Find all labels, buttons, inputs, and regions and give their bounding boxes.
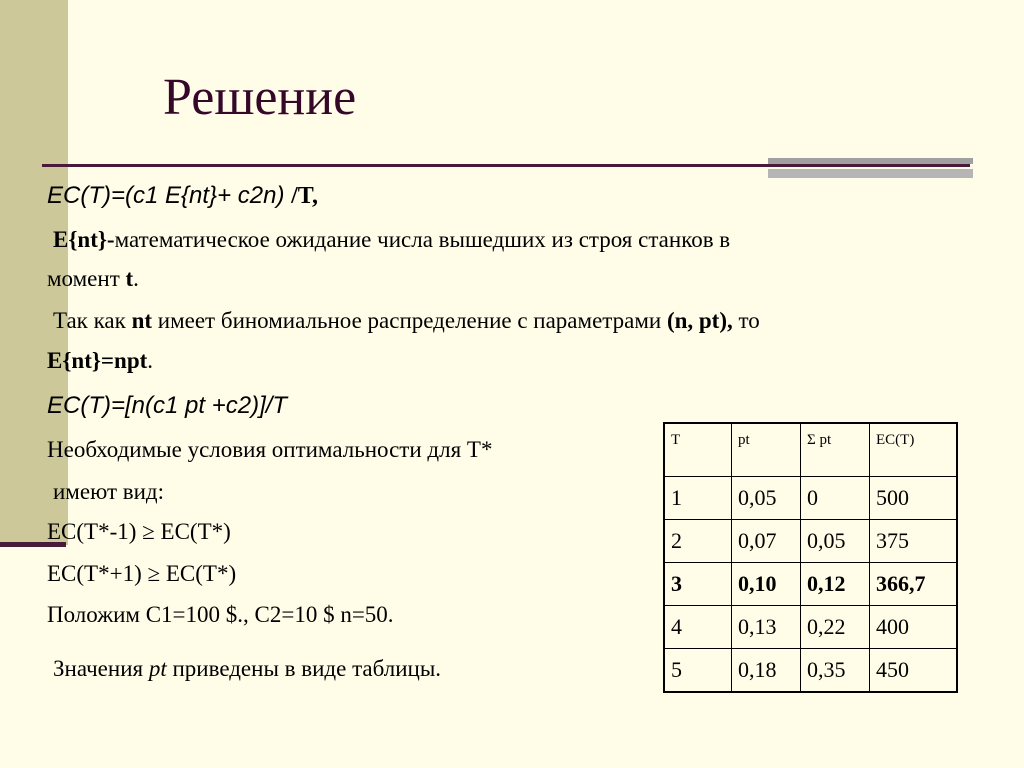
binomial-line-1 — [53, 308, 760, 334]
expectation-text-1: математическое ожидание числа вышедших из строя станков в — [114, 227, 731, 252]
table-cell: 5 — [664, 649, 732, 693]
table-cell: 375 — [870, 520, 958, 563]
optimality-line-2: имеют вид: — [53, 479, 165, 504]
table-note-text-2: приведены в виде таблицы. — [166, 656, 442, 681]
binomial-result: E{nt}=npt — [47, 348, 148, 373]
table-row — [664, 520, 957, 563]
expectation-definition-line-2 — [47, 266, 139, 292]
cost-formula-1-tail: /T, — [291, 183, 319, 209]
pt-table — [663, 422, 958, 693]
binomial-text-2: имеет биномиальное распределение с параметрами — [152, 308, 667, 333]
cost-formula-2: EC(T)=[n(c1 pt +c2)]/T — [47, 392, 288, 419]
table-cell: 500 — [870, 477, 958, 520]
table-note-text-1: Значения — [53, 656, 149, 681]
table-header-cell: Σ pt — [801, 423, 870, 477]
table-cell: 0,07 — [732, 520, 801, 563]
table-note-pt: pt — [148, 656, 167, 681]
cost-formula-1 — [47, 182, 318, 210]
table-header-cell: pt — [732, 423, 801, 477]
binomial-line-2 — [47, 348, 153, 374]
table-cell: 0,22 — [801, 606, 870, 649]
cost-formula-1-main: EC(T)=(c1 E{nt}+ c2n) — [47, 182, 292, 209]
parameter-assumption: Положим C1=100 $., C2=10 $ n=50. — [47, 602, 394, 627]
table-cell: 0,10 — [732, 563, 801, 606]
table-cell: 1 — [664, 477, 732, 520]
inequality-1: EC(T*-1) ≥ EC(T*) — [47, 519, 231, 544]
table-cell: 0,05 — [801, 520, 870, 563]
table-header-cell: EC(T) — [870, 423, 958, 477]
table-cell: 366,7 — [870, 563, 958, 606]
table-note — [53, 656, 441, 682]
table-row — [664, 477, 957, 520]
table-row — [664, 606, 957, 649]
table-cell: 0,13 — [732, 606, 801, 649]
table-cell: 0,18 — [732, 649, 801, 693]
expectation-term: E{nt}- — [53, 227, 115, 252]
table-cell: 0,05 — [732, 477, 801, 520]
binomial-text-1: Так как — [53, 308, 132, 333]
expectation-text-2: момент — [47, 266, 126, 291]
table-header-cell: T — [664, 423, 732, 477]
table-cell: 0 — [801, 477, 870, 520]
binomial-nt: nt — [131, 308, 153, 333]
slide-title: Решение — [163, 69, 357, 126]
title-rule-accent-bottom — [768, 169, 973, 178]
table-cell: 400 — [870, 606, 958, 649]
optimality-line-1: Необходимые условия оптимальности для T* — [47, 437, 493, 462]
binomial-end: . — [147, 348, 154, 373]
binomial-params: (n, pt), — [666, 308, 733, 333]
inequality-2: EC(T*+1) ≥ EC(T*) — [47, 561, 237, 586]
table-cell: 3 — [664, 563, 732, 606]
table-cell: 2 — [664, 520, 732, 563]
table-row — [664, 649, 957, 693]
table-cell: 0,35 — [801, 649, 870, 693]
table-cell: 0,12 — [801, 563, 870, 606]
table-cell: 4 — [664, 606, 732, 649]
expectation-end: . — [133, 266, 139, 291]
binomial-text-3: то — [732, 308, 760, 333]
table-cell: 450 — [870, 649, 958, 693]
table-header-row — [664, 423, 957, 477]
expectation-definition-line-1 — [53, 227, 730, 253]
table-row-optimal — [664, 563, 957, 606]
title-rule — [42, 164, 970, 167]
moment-t: t — [125, 266, 134, 291]
